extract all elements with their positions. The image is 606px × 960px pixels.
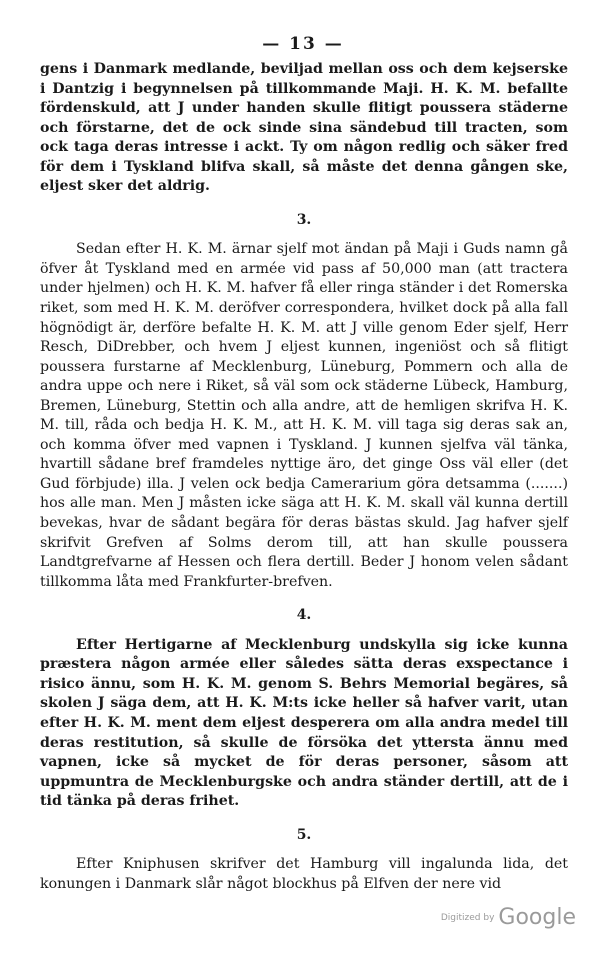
page-number: — 13 — bbox=[262, 34, 344, 54]
digitized-watermark bbox=[441, 905, 576, 930]
body-text bbox=[40, 60, 568, 894]
section-5-paragraph: Efter Kniphusen skrifver det Hamburg vill ingalunda lida, det konungen i Danmark slår något blockhus på Elfven der nere vid bbox=[40, 856, 568, 892]
section-3-paragraph: Sedan efter H. K. M. ärnar sjelf mot ändan på Maji i Guds namn gå öfver åt Tyskland med en armée vid pass af 50,000 man (att tractera under hjelmen) och H. K. M. hafver få eller ringa ständer i det Romerska riket, som med H. K. M. deröfver correspondera, hvilket dock på alla fall högnödigt är, derföre befalte H. K. M. att J ville genom Eder sjelf, Herr Resch, DiDrebber, och hvem J eljest kunnen, ingeniöst och så flitigt poussera furstarne af Mecklenburg, Lüneburg, Pommern och alla de andra uppe och nere i Riket, så väl som ock städerne Lübeck, Hamburg, Bremen, Lüneburg, Stettin och alla andre, att de hemligen skrifva H. K. M. till, råda och bedja H. K. M., att H. K. M. vill taga sig deras sak an, och komma öfver med vapnen i Tyskland. J kunnen sjelfva väl tänka, hvartill sådane bref framdeles nyttige äro, det ginge Oss väl eller (det Gud förbjude) illa. J velen ock bedja Camerarium göra detsamma (.......) hos alle man. Men J måsten icke säga att H. K. M. skall väl kunna dertill bevekas, hvar de sådant begära för deras bästas skuld. Jag hafver sjelf skrifvit Grefven af Solms derom till, att han skulle poussera Landtgrefvarne af Hessen och flera dertill. Beder J honom velen sådant tillkomma låta med Frankfurter-brefven. bbox=[40, 241, 568, 590]
google-logo: Google bbox=[498, 905, 576, 930]
section-4-paragraph: Efter Hertigarne af Mecklenburg undskylla sig icke kunna præstera någon armée eller således sätta deras exspectance i risico ännu, som H. K. M. genom S. Behrs Memorial begäres, så skolen J säga dem, att H. K. M:ts icke heller så hafver varit, utan efter H. K. M. ment dem eljest desperera om alla andra medel till deras restitution, så skulle de försöka det yttersta ännu med vapnen, icke så mycket de för deras personer, såsom att uppmuntra de Mecklenburgske och andra ständer dertill, att de i tid tänka på deras frihet. bbox=[40, 636, 568, 810]
section-number-4: 4. bbox=[296, 607, 312, 624]
intro-paragraph: gens i Danmark medlande, beviljad mellan oss och dem kejserske i Dantzig i begynnelsen på tillkommande Maji. H. K. M. befallte fördenskuld, att J under handen skulle flitigt poussera städerne och förstarne, det de ock sinde sina sändebud till tracten, som ock taga deras intresse i ackt. Ty om någon redlig och säker fred för dem i Tyskland blifva skall, så måste det denna gången ske, eljest sker det aldrig. bbox=[40, 61, 568, 195]
section-number-3: 3. bbox=[296, 211, 312, 228]
digitized-by-label: Digitized by bbox=[440, 913, 495, 923]
section-number-5: 5. bbox=[296, 826, 312, 843]
